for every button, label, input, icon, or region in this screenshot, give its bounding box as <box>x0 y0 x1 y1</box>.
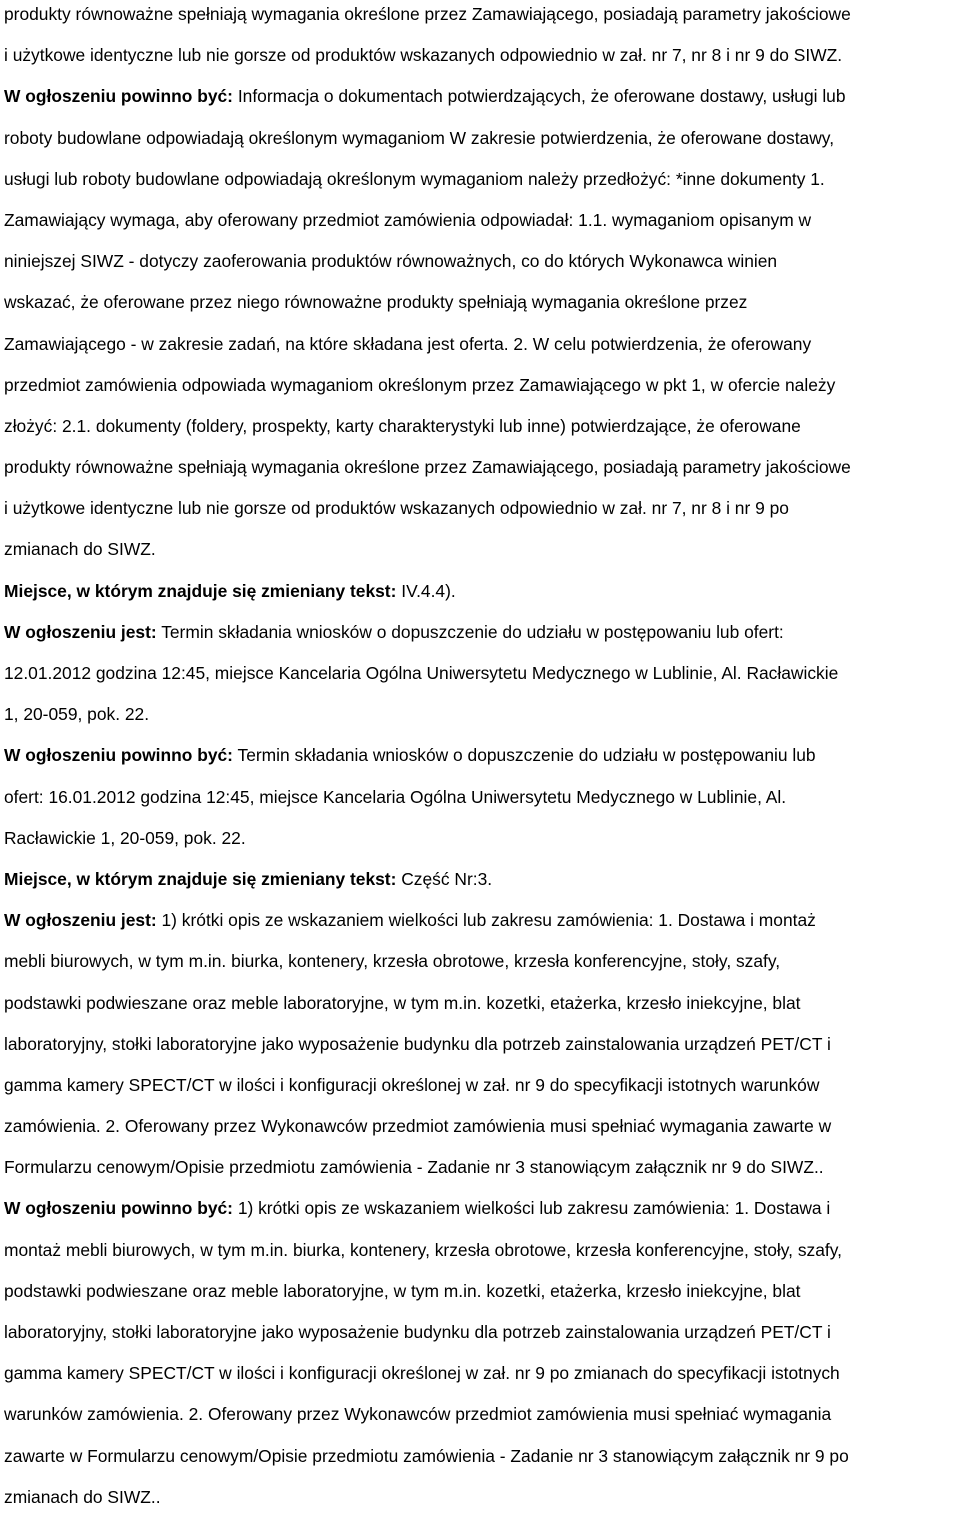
line-text: 1) krótki opis ze wskazaniem wielkości lub zakresu zamówienia: 1. Dostawa i montaż <box>161 910 816 931</box>
text-line <box>4 159 954 200</box>
text-line <box>4 983 954 1024</box>
change-label: Miejsce, w którym znajduje się zmieniany tekst: <box>4 580 397 601</box>
change-label: Miejsce, w którym znajduje się zmieniany tekst: <box>4 868 397 889</box>
line-text: IV.4.4). <box>401 580 456 601</box>
change-label-line <box>4 859 954 900</box>
line-text: niniejszej SIWZ - dotyczy zaoferowania produktów równoważnych, co do których Wykonawca winien <box>4 251 778 272</box>
line-text: Racławickie 1, 20-059, pok. 22. <box>4 827 246 848</box>
line-text: roboty budowlane odpowiadają określonym wymaganiom W zakresie potwierdzenia, że oferowane dostawy, <box>4 127 835 148</box>
change-label-line <box>4 900 954 941</box>
line-text: Część Nr:3. <box>401 868 493 889</box>
line-text: i użytkowe identyczne lub nie gorsze od produktów wskazanych odpowiednio w zał. nr 7, nr 8 i nr 9 do SIWZ. <box>4 45 843 66</box>
line-text: usługi lub roboty budowlane odpowiadają określonym wymaganiom należy przedłożyć: *inne dokumenty 1. <box>4 168 825 189</box>
line-text: złożyć: 2.1. dokumenty (foldery, prospekty, karty charakterystyki lub inne) potwierdzające, że oferowane <box>4 415 801 436</box>
text-line <box>4 447 954 488</box>
line-text: produkty równoważne spełniają wymagania określone przez Zamawiającego, posiadają parametry jakościowe <box>4 4 851 24</box>
text-line <box>4 1147 954 1188</box>
text-line <box>4 406 954 447</box>
change-label: W ogłoszeniu powinno być: <box>4 86 233 107</box>
line-text: Informacja o dokumentach potwierdzających, że oferowane dostawy, usługi lub <box>237 86 846 107</box>
line-text: 1, 20-059, pok. 22. <box>4 704 150 725</box>
line-text: Formularzu cenowym/Opisie przedmiotu zamówienia - Zadanie nr 3 stanowiącym załącznik nr 9 do SIWZ.. <box>4 1157 824 1178</box>
text-line <box>4 1230 954 1271</box>
line-text: zmianach do SIWZ.. <box>4 1486 161 1507</box>
text-line <box>4 1436 954 1477</box>
change-label-line <box>4 612 954 653</box>
change-label: W ogłoszeniu jest: <box>4 621 157 642</box>
text-line <box>4 365 954 406</box>
text-line <box>4 653 954 694</box>
line-text: Zamawiającego - w zakresie zadań, na które składana jest oferta. 2. W celu potwierdzenia, że oferowany <box>4 333 812 354</box>
line-text: 1) krótki opis ze wskazaniem wielkości lub zakresu zamówienia: 1. Dostawa i <box>237 1198 831 1219</box>
line-text: warunków zamówienia. 2. Oferowany przez Wykonawców przedmiot zamówienia musi spełniać wymagania <box>4 1404 832 1425</box>
change-label-line <box>4 1188 954 1229</box>
line-text: podstawki podwieszane oraz meble laboratoryjne, w tym m.in. kozetki, etażerka, krzesło iniekcyjne, blat <box>4 992 801 1013</box>
change-label-line <box>4 735 954 776</box>
line-text: zawarte w Formularzu cenowym/Opisie przedmiotu zamówienia - Zadanie nr 3 stanowiącym załącznik nr 9 po <box>4 1445 849 1466</box>
line-text: wskazać, że oferowane przez niego równoważne produkty spełniają wymagania określone przez <box>4 292 748 313</box>
line-text: zamówienia. 2. Oferowany przez Wykonawców przedmiot zamówienia musi spełniać wymagania zawarte w <box>4 1116 832 1137</box>
text-line <box>4 488 954 529</box>
line-text: produkty równoważne spełniają wymagania określone przez Zamawiającego, posiadają parametry jakościowe <box>4 457 851 478</box>
change-label: W ogłoszeniu powinno być: <box>4 745 233 766</box>
change-label-line <box>4 571 954 612</box>
text-line <box>4 118 954 159</box>
text-line <box>4 35 954 76</box>
line-text: zmianach do SIWZ. <box>4 539 156 560</box>
line-text: laboratoryjny, stołki laboratoryjne jako wyposażenie budynku dla potrzeb zainstalowania urządzeń PET/CT i <box>4 1322 831 1342</box>
change-label-line <box>4 76 954 117</box>
text-line <box>4 200 954 241</box>
text-line <box>4 818 954 859</box>
text-line <box>4 1024 954 1065</box>
text-line <box>4 1312 954 1353</box>
text-line <box>4 1353 954 1394</box>
line-text: Termin składania wniosków o dopuszczenie do udziału w postępowaniu lub <box>237 745 816 766</box>
text-line <box>4 941 954 982</box>
line-text: 12.01.2012 godzina 12:45, miejsce Kancelaria Ogólna Uniwersytetu Medycznego w Lublinie, Al. Racławickie <box>4 663 839 683</box>
text-line <box>4 1271 954 1312</box>
line-text: Zamawiający wymaga, aby oferowany przedmiot zamówienia odpowiadał: 1.1. wymaganiom opisanym w <box>4 209 812 230</box>
line-text: przedmiot zamówienia odpowiada wymaganiom określonym przez Zamawiającego w pkt 1, w ofercie należy <box>4 374 836 395</box>
change-label: W ogłoszeniu powinno być: <box>4 1198 233 1219</box>
document-page <box>4 0 954 1518</box>
line-text: gamma kamery SPECT/CT w ilości i konfiguracji określonej w zał. nr 9 do specyfikacji istotnych warunków <box>4 1074 820 1095</box>
text-line <box>4 529 954 570</box>
line-text: podstawki podwieszane oraz meble laboratoryjne, w tym m.in. kozetki, etażerka, krzesło iniekcyjne, blat <box>4 1280 801 1301</box>
line-text: ofert: 16.01.2012 godzina 12:45, miejsce Kancelaria Ogólna Uniwersytetu Medycznego w Lublinie, Al. <box>4 786 787 807</box>
line-text: i użytkowe identyczne lub nie gorsze od produktów wskazanych odpowiednio w zał. nr 7, nr 8 i nr 9 po <box>4 498 789 519</box>
line-text: laboratoryjny, stołki laboratoryjne jako wyposażenie budynku dla potrzeb zainstalowania urządzeń PET/CT i <box>4 1033 831 1054</box>
text-line <box>4 1106 954 1147</box>
change-label: W ogłoszeniu jest: <box>4 910 157 931</box>
line-text: mebli biurowych, w tym m.in. biurka, kontenery, krzesła obrotowe, krzesła konferencyjne, stoły, szafy, <box>4 951 781 972</box>
text-line <box>4 241 954 282</box>
text-line <box>4 0 954 35</box>
text-line <box>4 777 954 818</box>
line-text: Termin składania wniosków o dopuszczenie do udziału w postępowaniu lub ofert: <box>161 621 784 642</box>
text-line <box>4 1477 954 1518</box>
text-line <box>4 1394 954 1435</box>
text-line <box>4 694 954 735</box>
text-line <box>4 282 954 323</box>
line-text: gamma kamery SPECT/CT w ilości i konfiguracji określonej w zał. nr 9 po zmianach do specyfikacji istotnych <box>4 1363 840 1384</box>
text-line <box>4 1065 954 1106</box>
text-line <box>4 324 954 365</box>
line-text: montaż mebli biurowych, w tym m.in. biurka, kontenery, krzesła obrotowe, krzesła konferencyjne, stoły, szafy, <box>4 1239 842 1260</box>
